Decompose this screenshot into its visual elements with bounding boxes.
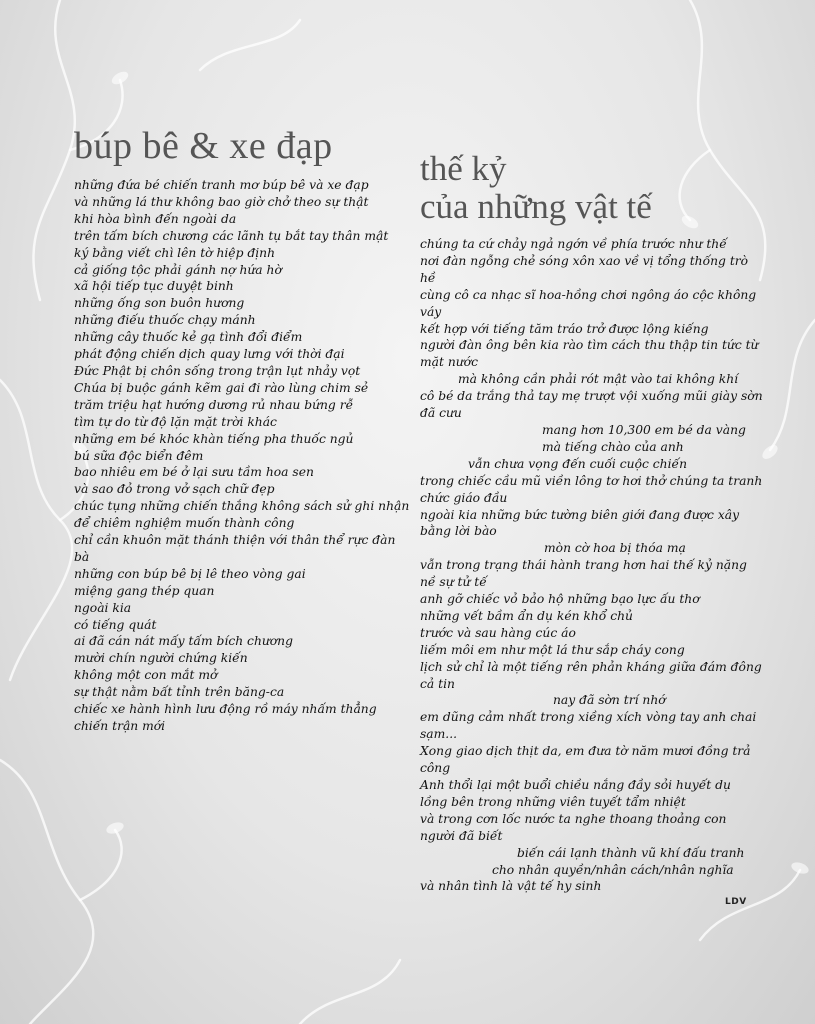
poem-line: ngoài kia: [74, 600, 132, 615]
poem-line: Anh thổi lại một buổi chiều nắng đầy sỏi huyết dụ: [420, 778, 731, 792]
poem-title-bup-be-xe-dap: búp bê & xe đạp: [74, 125, 333, 167]
poem-line: cho nhân quyền/nhân cách/nhân nghĩa: [492, 862, 734, 877]
poem-line: khi hòa bình đến ngoài da: [74, 211, 237, 226]
poem-line: bao nhiêu em bé ở lại sưu tầm hoa sen: [74, 465, 314, 480]
poem-line: lồng bên trong những viên tuyết tẩm nhiệt: [420, 794, 686, 809]
poem-line: lịch sử chỉ là một tiếng rên phản kháng giữa đám đông cả tin: [420, 659, 762, 691]
poem-title-the-ky-cua-nhung-vat-te: [420, 150, 652, 226]
poem-line: những em bé khóc khàn tiếng pha thuốc ngủ: [74, 431, 354, 446]
poem-line: ai đã cán nát mấy tấm bích chương: [74, 634, 293, 649]
poem-line: không một con mắt mở: [74, 668, 218, 683]
poem-line: trăm triệu hạt hướng dương rủ nhau bứng rễ: [74, 397, 354, 412]
poem-line: Đức Phật bị chôn sống trong trận lụt nhảy vọt: [74, 363, 361, 378]
poem-line: trong chiếc cầu mũ viền lông tơ hơi thở chúng ta tranh chức giáo đầu: [420, 473, 763, 505]
poem-line: kết hợp với tiếng tăm tráo trở được lộng kiếng: [420, 321, 709, 336]
poem-line: tìm tự do từ độ lặn mặt trời khác: [74, 414, 277, 429]
poem-line: chúc tụng những chiến thắng không sách sử ghi nhận: [74, 499, 410, 514]
poem-line: những cây thuốc kẻ gạ tình đổi điểm: [74, 330, 303, 345]
poem-line: vẫn trong trạng thái hành trang hơn hai thế kỷ nặng nề sự tử tế: [420, 558, 747, 590]
poem-line: những con búp bê bị lê theo vòng gai: [74, 566, 306, 581]
poem-line: liếm môi em như một lá thư sắp cháy cong: [420, 642, 685, 657]
poem-line: và sao đỏ trong vở sạch chữ đẹp: [74, 482, 275, 497]
poem-line: vẫn chưa vọng đến cuối cuộc chiến: [468, 456, 687, 471]
poem-line: những đứa bé chiến tranh mơ búp bê và xe đạp: [74, 178, 369, 192]
poem-line: và nhân tình là vật tế hy sinh: [420, 879, 602, 894]
poem-line: để chiêm nghiệm muốn thành công: [74, 516, 295, 531]
poem-line: mang hơn 10,300 em bé da vàng mà tiếng chào của anh: [542, 422, 746, 454]
poem-line: người đàn ông bên kia rào tìm cách thu thập tin tức từ mặt nước: [420, 338, 759, 370]
poem-title-line-1: thế kỷ: [420, 149, 507, 188]
poem-line: em dũng cảm nhất trong xiềng xích vòng tay anh chai sạm...: [420, 710, 757, 742]
poem-line: có tiếng quát: [74, 617, 157, 632]
poem-line: cô bé da trắng thả tay mẹ trượt vội xuống mũi giày sờn đã cưu: [420, 389, 763, 421]
poem-line: mười chín người chứng kiến: [74, 651, 248, 666]
poem-line: những điếu thuốc chạy mánh: [74, 313, 256, 328]
poem-line: biến cái lạnh thành vũ khí đấu tranh: [517, 845, 745, 860]
poem-line: chúng ta cứ chảy ngả ngớn về phía trước như thế: [420, 237, 727, 251]
poem-line: miệng gang thép quan: [74, 583, 215, 598]
author-signature: LDV: [725, 897, 747, 907]
poem-line: nơi đàn ngỗng chẻ sóng xôn xao về vị tổng thống trò hề: [420, 253, 749, 285]
poem-line: Chúa bị buộc gánh kẽm gai đi rào lùng chim sẻ: [74, 380, 369, 395]
poem-line: anh gỡ chiếc vỏ bảo hộ những bạo lực ấu thơ: [420, 592, 700, 607]
poem-line: phát động chiến dịch quay lưng với thời đại: [74, 347, 345, 362]
poem-line: xã hội tiếp tục duyệt binh: [74, 279, 234, 294]
poem-line: cả giống tộc phải gánh nợ hứa hờ: [74, 262, 282, 277]
poem-line: ngoài kia những bức tường biên giới đang được xây bằng lời bào: [420, 507, 740, 539]
poem-body-right: [420, 236, 765, 895]
poem-line: mà không cần phải rót mật vào tai không khí: [458, 372, 739, 387]
poem-line: ký bằng viết chì lên tờ hiệp định: [74, 245, 276, 260]
poem-line: chỉ cần khuôn mặt thánh thiện với thân thể rực đàn bà: [74, 533, 396, 564]
poem-line: trên tấm bích chương các lãnh tụ bắt tay thân mật: [74, 228, 389, 243]
poem-line: Xong giao dịch thịt da, em đưa tờ năm mươi đồng trả công: [420, 744, 751, 776]
poem-line: và trong cơn lốc nước ta nghe thoang thoảng con người đã biết: [420, 811, 727, 843]
poem-line: những vết bầm ẩn dụ kén khổ chủ: [420, 608, 633, 623]
poem-line: bú sữa độc biển đêm: [74, 448, 204, 463]
poem-line: mòn cờ hoa bị thóa mạ: [544, 541, 686, 556]
poem-line: cùng cô ca nhạc sĩ hoa-hồng chơi ngông áo cộc không váy: [420, 287, 757, 319]
poem-line: nay đã sờn trí nhớ: [553, 693, 666, 708]
poem-line: chiếc xe hành hình lưu động rồ máy nhấm thẳng chiến trận mới: [74, 702, 377, 733]
poem-line: và những lá thư không bao giờ chở theo sự thật: [74, 194, 369, 209]
poem-line: những ống son buôn hương: [74, 296, 245, 311]
poem-line: sự thật nằm bất tỉnh trên băng-ca: [74, 685, 285, 700]
poem-title-line-2: của những vật tế: [420, 187, 652, 226]
poem-body-left: [74, 177, 409, 735]
poem-line: trước và sau hàng cúc áo: [420, 625, 576, 640]
